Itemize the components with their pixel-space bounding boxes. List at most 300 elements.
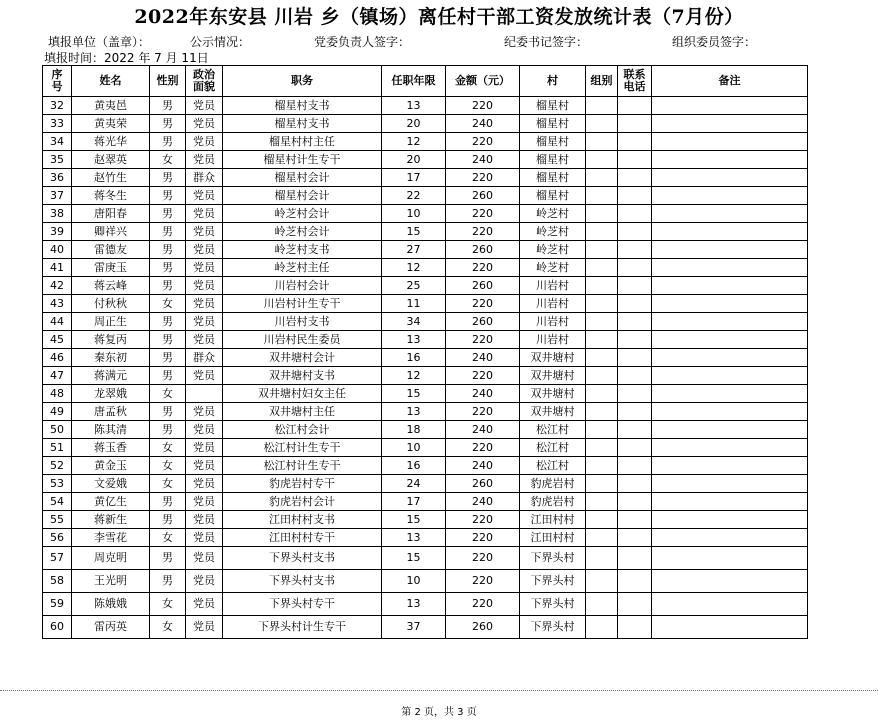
cell-name: 陈娥娥	[72, 593, 150, 616]
cell-group	[586, 457, 618, 475]
cell-amount: 220	[446, 439, 520, 457]
cell-phone	[618, 349, 652, 367]
cell-village: 松江村	[520, 421, 586, 439]
cell-name: 黄金玉	[72, 457, 150, 475]
cell-seq: 55	[43, 511, 72, 529]
cell-amount: 240	[446, 151, 520, 169]
cell-political: 党员	[186, 205, 223, 223]
cell-years: 20	[382, 151, 446, 169]
table-row	[43, 457, 808, 475]
cell-seq: 46	[43, 349, 72, 367]
cell-phone	[618, 241, 652, 259]
cell-position: 下界头村计生专干	[223, 616, 382, 639]
cell-amount: 220	[446, 367, 520, 385]
cell-remark	[652, 349, 808, 367]
cell-name: 周正生	[72, 313, 150, 331]
cell-years: 12	[382, 259, 446, 277]
cell-group	[586, 403, 618, 421]
cell-remark	[652, 475, 808, 493]
cell-amount: 260	[446, 616, 520, 639]
cell-name: 周克明	[72, 547, 150, 570]
cell-amount: 240	[446, 115, 520, 133]
cell-position: 川岩村计生专干	[223, 295, 382, 313]
cell-years: 24	[382, 475, 446, 493]
cell-group	[586, 133, 618, 151]
col-village: 村	[520, 66, 586, 97]
cell-phone	[618, 169, 652, 187]
cell-seq: 48	[43, 385, 72, 403]
public-label: 公示情况：	[190, 35, 251, 49]
cell-gender: 女	[150, 529, 186, 547]
cell-political: 党员	[186, 616, 223, 639]
cell-phone	[618, 97, 652, 115]
cell-gender: 男	[150, 367, 186, 385]
cell-remark	[652, 187, 808, 205]
table-body	[43, 97, 808, 639]
cell-village: 川岩村	[520, 331, 586, 349]
cell-gender: 女	[150, 439, 186, 457]
cell-seq: 34	[43, 133, 72, 151]
cell-amount: 220	[446, 97, 520, 115]
table-row	[43, 385, 808, 403]
cell-amount: 240	[446, 349, 520, 367]
cell-position: 榴星村支书	[223, 97, 382, 115]
table-row	[43, 259, 808, 277]
cell-phone	[618, 277, 652, 295]
cell-group	[586, 421, 618, 439]
cell-position: 松江村计生专干	[223, 457, 382, 475]
cell-position: 岭芝村主任	[223, 259, 382, 277]
cell-position: 岭芝村会计	[223, 205, 382, 223]
cell-phone	[618, 133, 652, 151]
cell-village: 双井塘村	[520, 367, 586, 385]
cell-amount: 260	[446, 187, 520, 205]
cell-position: 松江村计生专干	[223, 439, 382, 457]
cell-remark	[652, 223, 808, 241]
table-row	[43, 187, 808, 205]
cell-gender: 男	[150, 169, 186, 187]
cell-gender: 女	[150, 457, 186, 475]
cell-group	[586, 277, 618, 295]
cell-remark	[652, 367, 808, 385]
cell-position: 川岩村会计	[223, 277, 382, 295]
cell-years: 10	[382, 439, 446, 457]
cell-position: 岭芝村支书	[223, 241, 382, 259]
cell-position: 双井塘村妇女主任	[223, 385, 382, 403]
cell-remark	[652, 205, 808, 223]
cell-position: 川岩村民生委员	[223, 331, 382, 349]
cell-seq: 54	[43, 493, 72, 511]
table-row	[43, 97, 808, 115]
cell-group	[586, 570, 618, 593]
cell-village: 榴星村	[520, 151, 586, 169]
col-years: 任职年限	[382, 66, 446, 97]
table-row	[43, 421, 808, 439]
cell-political: 党员	[186, 529, 223, 547]
cell-name: 唐孟秋	[72, 403, 150, 421]
cell-political: 党员	[186, 187, 223, 205]
table-row	[43, 529, 808, 547]
cell-position: 榴星村会计	[223, 169, 382, 187]
cell-years: 20	[382, 115, 446, 133]
cell-seq: 37	[43, 187, 72, 205]
cell-political: 党员	[186, 547, 223, 570]
cell-political: 党员	[186, 439, 223, 457]
cell-gender: 女	[150, 616, 186, 639]
cell-seq: 32	[43, 97, 72, 115]
cell-gender: 女	[150, 475, 186, 493]
cell-gender: 男	[150, 547, 186, 570]
cell-gender: 男	[150, 97, 186, 115]
cell-years: 12	[382, 367, 446, 385]
cell-name: 陈其清	[72, 421, 150, 439]
col-name: 姓名	[72, 66, 150, 97]
cell-name: 雷德友	[72, 241, 150, 259]
cell-phone	[618, 331, 652, 349]
cell-gender: 男	[150, 421, 186, 439]
table-row	[43, 169, 808, 187]
cell-phone	[618, 593, 652, 616]
cell-years: 13	[382, 529, 446, 547]
cell-position: 川岩村支书	[223, 313, 382, 331]
cell-years: 22	[382, 187, 446, 205]
cell-group	[586, 295, 618, 313]
cell-amount: 240	[446, 493, 520, 511]
cell-village: 双井塘村	[520, 385, 586, 403]
cell-position: 榴星村支书	[223, 115, 382, 133]
cell-position: 榴星村计生专干	[223, 151, 382, 169]
cell-village: 豹虎岩村	[520, 475, 586, 493]
cell-village: 川岩村	[520, 313, 586, 331]
cell-village: 江田村村	[520, 529, 586, 547]
table-row	[43, 277, 808, 295]
cell-political: 党员	[186, 493, 223, 511]
col-position: 职务	[223, 66, 382, 97]
table-row	[43, 616, 808, 639]
cell-years: 12	[382, 133, 446, 151]
cell-remark	[652, 493, 808, 511]
cell-amount: 220	[446, 169, 520, 187]
cell-name: 雷丙英	[72, 616, 150, 639]
cell-political: 党员	[186, 367, 223, 385]
cell-position: 双井塘村主任	[223, 403, 382, 421]
cell-name: 黄夷荣	[72, 115, 150, 133]
cell-village: 榴星村	[520, 97, 586, 115]
cell-position: 下界头村支书	[223, 547, 382, 570]
cell-group	[586, 593, 618, 616]
cell-village: 双井塘村	[520, 403, 586, 421]
cell-remark	[652, 593, 808, 616]
cell-years: 15	[382, 511, 446, 529]
col-group: 组别	[586, 66, 618, 97]
cell-political: 党员	[186, 133, 223, 151]
cell-seq: 57	[43, 547, 72, 570]
cell-political: 群众	[186, 169, 223, 187]
cell-phone	[618, 385, 652, 403]
cell-seq: 60	[43, 616, 72, 639]
party-sign-label: 党委负责人签字：	[314, 35, 411, 49]
table-row	[43, 593, 808, 616]
cell-years: 25	[382, 277, 446, 295]
cell-group	[586, 475, 618, 493]
cell-name: 唐阳春	[72, 205, 150, 223]
table-row	[43, 133, 808, 151]
cell-amount: 260	[446, 313, 520, 331]
table-row	[43, 439, 808, 457]
cell-phone	[618, 439, 652, 457]
cell-amount: 220	[446, 511, 520, 529]
cell-remark	[652, 97, 808, 115]
cell-seq: 49	[43, 403, 72, 421]
cell-political: 党员	[186, 331, 223, 349]
cell-position: 江田村村支书	[223, 511, 382, 529]
table-row	[43, 511, 808, 529]
cell-seq: 42	[43, 277, 72, 295]
table-row	[43, 313, 808, 331]
cell-name: 黄夷邑	[72, 97, 150, 115]
cell-phone	[618, 151, 652, 169]
cell-political: 党员	[186, 277, 223, 295]
cell-remark	[652, 259, 808, 277]
signature-line	[0, 33, 878, 48]
cell-position: 豹虎岩村会计	[223, 493, 382, 511]
cell-remark	[652, 277, 808, 295]
cell-village: 榴星村	[520, 133, 586, 151]
cell-group	[586, 493, 618, 511]
cell-group	[586, 439, 618, 457]
cell-position: 松江村会计	[223, 421, 382, 439]
cell-political	[186, 385, 223, 403]
cell-name: 黄亿生	[72, 493, 150, 511]
cell-seq: 41	[43, 259, 72, 277]
cell-village: 下界头村	[520, 616, 586, 639]
cell-years: 13	[382, 331, 446, 349]
cell-village: 双井塘村	[520, 349, 586, 367]
cell-gender: 男	[150, 115, 186, 133]
cell-gender: 男	[150, 570, 186, 593]
cell-position: 榴星村村主任	[223, 133, 382, 151]
cell-remark	[652, 331, 808, 349]
cell-political: 党员	[186, 97, 223, 115]
cell-village: 榴星村	[520, 187, 586, 205]
table-row	[43, 570, 808, 593]
col-phone: 联系 电话	[618, 66, 652, 97]
cell-name: 蒋新生	[72, 511, 150, 529]
cell-political: 党员	[186, 259, 223, 277]
cell-remark	[652, 241, 808, 259]
cell-political: 党员	[186, 457, 223, 475]
cell-phone	[618, 475, 652, 493]
cell-amount: 220	[446, 133, 520, 151]
cell-name: 文爱娥	[72, 475, 150, 493]
cell-political: 党员	[186, 241, 223, 259]
cell-village: 下界头村	[520, 570, 586, 593]
cell-gender: 男	[150, 259, 186, 277]
cell-position: 榴星村会计	[223, 187, 382, 205]
cell-amount: 260	[446, 475, 520, 493]
cell-gender: 男	[150, 349, 186, 367]
cell-name: 雷庚玉	[72, 259, 150, 277]
cell-phone	[618, 511, 652, 529]
cell-gender: 男	[150, 511, 186, 529]
cell-years: 13	[382, 97, 446, 115]
cell-gender: 男	[150, 277, 186, 295]
cell-years: 15	[382, 547, 446, 570]
cell-phone	[618, 295, 652, 313]
cell-political: 党员	[186, 223, 223, 241]
cell-seq: 50	[43, 421, 72, 439]
cell-gender: 女	[150, 151, 186, 169]
cell-group	[586, 313, 618, 331]
cell-group	[586, 385, 618, 403]
cell-amount: 220	[446, 570, 520, 593]
cell-amount: 220	[446, 547, 520, 570]
cell-position: 江田村村专干	[223, 529, 382, 547]
cell-gender: 男	[150, 403, 186, 421]
cell-village: 豹虎岩村	[520, 493, 586, 511]
table-row	[43, 241, 808, 259]
cell-village: 下界头村	[520, 547, 586, 570]
cell-seq: 40	[43, 241, 72, 259]
cell-phone	[618, 115, 652, 133]
col-seq: 序 号	[43, 66, 72, 97]
table-row	[43, 475, 808, 493]
cell-remark	[652, 133, 808, 151]
table-row	[43, 331, 808, 349]
cell-seq: 47	[43, 367, 72, 385]
cell-village: 松江村	[520, 457, 586, 475]
cell-amount: 240	[446, 457, 520, 475]
cell-remark	[652, 385, 808, 403]
cell-phone	[618, 547, 652, 570]
cell-years: 16	[382, 349, 446, 367]
cell-phone	[618, 421, 652, 439]
col-gender: 性别	[150, 66, 186, 97]
cell-amount: 220	[446, 331, 520, 349]
table-row	[43, 493, 808, 511]
table-row	[43, 115, 808, 133]
cell-name: 蒋云峰	[72, 277, 150, 295]
cell-phone	[618, 313, 652, 331]
page-number: 第 2 页，共 3 页	[401, 707, 477, 718]
cell-remark	[652, 547, 808, 570]
fill-date: 填报时间：2022 年 7 月 11日	[44, 51, 209, 65]
cell-seq: 59	[43, 593, 72, 616]
cell-seq: 51	[43, 439, 72, 457]
cell-political: 党员	[186, 403, 223, 421]
table-row	[43, 223, 808, 241]
cell-political: 党员	[186, 511, 223, 529]
cell-remark	[652, 457, 808, 475]
cell-position: 豹虎岩村专干	[223, 475, 382, 493]
cell-years: 34	[382, 313, 446, 331]
cell-position: 岭芝村会计	[223, 223, 382, 241]
cell-village: 江田村村	[520, 511, 586, 529]
cell-group	[586, 241, 618, 259]
cell-group	[586, 616, 618, 639]
cell-name: 李雪花	[72, 529, 150, 547]
col-political: 政治 面貌	[186, 66, 223, 97]
cell-village: 榴星村	[520, 169, 586, 187]
cell-gender: 女	[150, 593, 186, 616]
cell-phone	[618, 493, 652, 511]
cell-seq: 45	[43, 331, 72, 349]
cell-years: 18	[382, 421, 446, 439]
cell-phone	[618, 205, 652, 223]
col-remark: 备注	[652, 66, 808, 97]
cell-years: 15	[382, 223, 446, 241]
cell-political: 党员	[186, 313, 223, 331]
table-row	[43, 151, 808, 169]
cell-seq: 44	[43, 313, 72, 331]
table-row	[43, 205, 808, 223]
cell-name: 赵竹生	[72, 169, 150, 187]
cell-years: 27	[382, 241, 446, 259]
cell-phone	[618, 457, 652, 475]
table-row	[43, 349, 808, 367]
cell-years: 13	[382, 593, 446, 616]
cell-name: 王光明	[72, 570, 150, 593]
cell-amount: 260	[446, 241, 520, 259]
cell-village: 岭芝村	[520, 205, 586, 223]
cell-phone	[618, 259, 652, 277]
cell-seq: 39	[43, 223, 72, 241]
cell-amount: 220	[446, 259, 520, 277]
cell-seq: 58	[43, 570, 72, 593]
cell-political: 党员	[186, 475, 223, 493]
cell-amount: 260	[446, 277, 520, 295]
cell-years: 11	[382, 295, 446, 313]
cell-group	[586, 349, 618, 367]
cell-group	[586, 151, 618, 169]
cell-remark	[652, 115, 808, 133]
cell-position: 下界头村支书	[223, 570, 382, 593]
salary-table	[42, 65, 808, 639]
table-row	[43, 547, 808, 570]
cell-gender: 男	[150, 493, 186, 511]
cell-group	[586, 367, 618, 385]
page-title: 2022年东安县 川岩 乡（镇场）离任村干部工资发放统计表（7月份）	[134, 6, 744, 28]
cell-name: 蒋满元	[72, 367, 150, 385]
cell-group	[586, 223, 618, 241]
cell-seq: 38	[43, 205, 72, 223]
cell-phone	[618, 570, 652, 593]
cell-gender: 男	[150, 133, 186, 151]
cell-gender: 男	[150, 331, 186, 349]
cell-group	[586, 205, 618, 223]
cell-name: 赵翠英	[72, 151, 150, 169]
cell-remark	[652, 313, 808, 331]
unit-label: 填报单位（盖章）：	[48, 35, 151, 49]
cell-remark	[652, 570, 808, 593]
cell-village: 岭芝村	[520, 241, 586, 259]
cell-amount: 220	[446, 295, 520, 313]
cell-years: 16	[382, 457, 446, 475]
cell-phone	[618, 223, 652, 241]
cell-position: 双井塘村支书	[223, 367, 382, 385]
cell-amount: 240	[446, 421, 520, 439]
cell-political: 党员	[186, 151, 223, 169]
cell-seq: 56	[43, 529, 72, 547]
cell-political: 党员	[186, 295, 223, 313]
cell-name: 龙翠娥	[72, 385, 150, 403]
cell-name: 蒋复丙	[72, 331, 150, 349]
cell-amount: 220	[446, 403, 520, 421]
cell-gender: 男	[150, 187, 186, 205]
cell-group	[586, 187, 618, 205]
cell-political: 党员	[186, 593, 223, 616]
cell-seq: 53	[43, 475, 72, 493]
